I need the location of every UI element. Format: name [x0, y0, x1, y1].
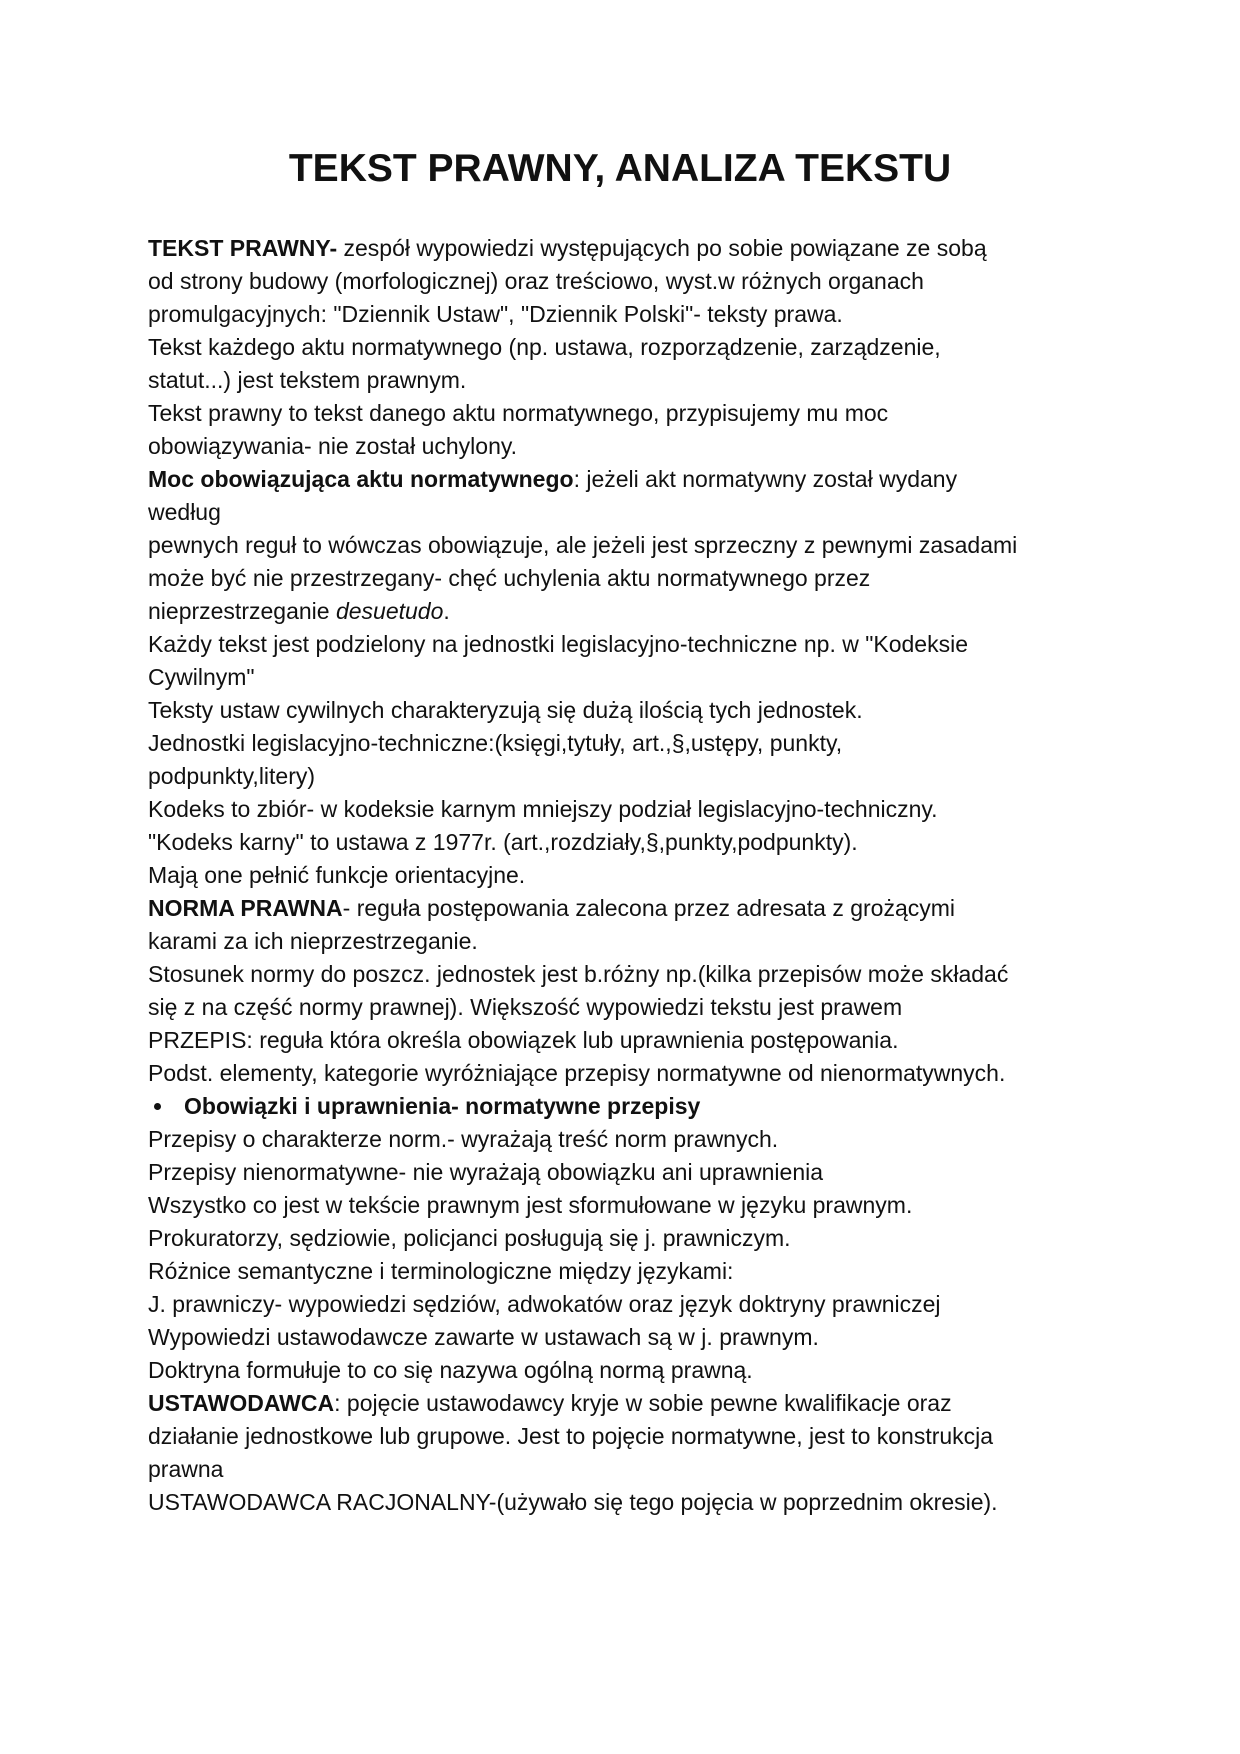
line-text: : jeżeli akt normatywny został wydany — [573, 466, 958, 492]
paragraph-line: Mają one pełnić funkcje orientacyjne. — [148, 862, 526, 888]
paragraph-line: statut...) jest tekstem prawnym. — [148, 367, 467, 393]
paragraph-line: promulgacyjnych: "Dziennik Ustaw", "Dziennik Polski"- teksty prawa. — [148, 301, 843, 327]
bullet-item — [148, 1090, 1108, 1123]
paragraph-line: pewnych reguł to wówczas obowiązuje, ale jeżeli jest sprzeczny z pewnymi zasadami — [148, 532, 1018, 558]
line-text: - reguła postępowania zalecona przez adresata z grożącymi — [342, 895, 956, 921]
line-text: nieprzestrzeganie — [148, 598, 336, 624]
paragraph-line — [148, 892, 1108, 925]
paragraph-line: Prokuratorzy, sędziowie, policjanci posługują się j. prawniczym. — [148, 1225, 791, 1251]
paragraph-line: obowiązywania- nie został uchylony. — [148, 433, 518, 459]
line-text: zespół wypowiedzi występujących po sobie powiązane ze sobą — [337, 235, 987, 261]
paragraph-line: karami za ich nieprzestrzeganie. — [148, 928, 478, 954]
paragraph-line: się z na część normy prawnej). Większość wypowiedzi tekstu jest prawem — [148, 994, 903, 1020]
bullet-text: Obowiązki i uprawnienia- normatywne przepisy — [184, 1093, 701, 1119]
paragraph-line: prawna — [148, 1456, 224, 1482]
paragraph-line: Różnice semantyczne i terminologiczne między językami: — [148, 1258, 734, 1284]
paragraph-line: Podst. elementy, kategorie wyróżniające przepisy normatywne od nienormatywnych. — [148, 1060, 1006, 1086]
paragraph-line: Przepisy nienormatywne- nie wyrażają obowiązku ani uprawnienia — [148, 1159, 824, 1185]
term-moc-obowiazujaca: Moc obowiązująca aktu normatywnego — [148, 466, 574, 492]
bullet-icon — [154, 1103, 161, 1110]
document-body — [148, 232, 1108, 1519]
paragraph-line: Stosunek normy do poszcz. jednostek jest b.różny np.(kilka przepisów może składać — [148, 961, 1009, 987]
paragraph-line: J. prawniczy- wypowiedzi sędziów, adwokatów oraz język doktryny prawniczej — [148, 1291, 941, 1317]
paragraph-line: Teksty ustaw cywilnych charakteryzują się dużą ilością tych jednostek. — [148, 697, 863, 723]
line-text: : pojęcie ustawodawcy kryje w sobie pewne kwalifikacje oraz — [334, 1390, 952, 1416]
paragraph-line: podpunkty,litery) — [148, 763, 316, 789]
paragraph-line: od strony budowy (morfologicznej) oraz treściowo, wyst.w różnych organach — [148, 268, 924, 294]
paragraph-line — [148, 232, 1108, 265]
paragraph-line: Kodeks to zbiór- w kodeksie karnym mniejszy podział legislacyjno-techniczny. — [148, 796, 938, 822]
term-ustawodawca: USTAWODAWCA — [148, 1390, 335, 1416]
paragraph-line: USTAWODAWCA RACJONALNY-(używało się tego pojęcia w poprzednim okresie). — [148, 1489, 998, 1515]
line-text: . — [443, 598, 450, 624]
paragraph-line: Tekst każdego aktu normatywnego (np. ustawa, rozporządzenie, zarządzenie, — [148, 334, 941, 360]
paragraph-line: może być nie przestrzegany- chęć uchylenia aktu normatywnego przez — [148, 565, 871, 591]
paragraph-line: Wszystko co jest w tekście prawnym jest sformułowane w języku prawnym. — [148, 1192, 913, 1218]
term-norma-prawna: NORMA PRAWNA — [148, 895, 343, 921]
paragraph-line: według — [148, 499, 221, 525]
paragraph-line: Każdy tekst jest podzielony na jednostki legislacyjno-techniczne np. w "Kodeksie — [148, 631, 969, 657]
paragraph-line: PRZEPIS: reguła która określa obowiązek lub uprawnienia postępowania. — [148, 1027, 899, 1053]
document-title: TEKST PRAWNY, ANALIZA TEKSTU — [288, 147, 952, 190]
paragraph-line: "Kodeks karny" to ustawa z 1977r. (art.,rozdziały,§,punkty,podpunkty). — [148, 829, 858, 855]
paragraph-line — [148, 1387, 1108, 1420]
term-tekst-prawny: TEKST PRAWNY- — [148, 235, 338, 261]
paragraph-line: działanie jednostkowe lub grupowe. Jest to pojęcie normatywne, jest to konstrukcja — [148, 1423, 994, 1449]
paragraph-line: Wypowiedzi ustawodawcze zawarte w ustawach są w j. prawnym. — [148, 1324, 819, 1350]
paragraph-line: Tekst prawny to tekst danego aktu normatywnego, przypisujemy mu moc — [148, 400, 889, 426]
paragraph-line: Doktryna formułuje to co się nazywa ogólną normą prawną. — [148, 1357, 753, 1383]
paragraph-line: Cywilnym" — [148, 664, 255, 690]
paragraph-line — [148, 595, 1108, 628]
paragraph-line — [148, 463, 1108, 496]
paragraph-line: Przepisy o charakterze norm.- wyrażają treść norm prawnych. — [148, 1126, 779, 1152]
term-desuetudo: desuetudo — [335, 598, 444, 624]
paragraph-line: Jednostki legislacyjno-techniczne:(księgi,tytuły, art.,§,ustępy, punkty, — [148, 730, 843, 756]
